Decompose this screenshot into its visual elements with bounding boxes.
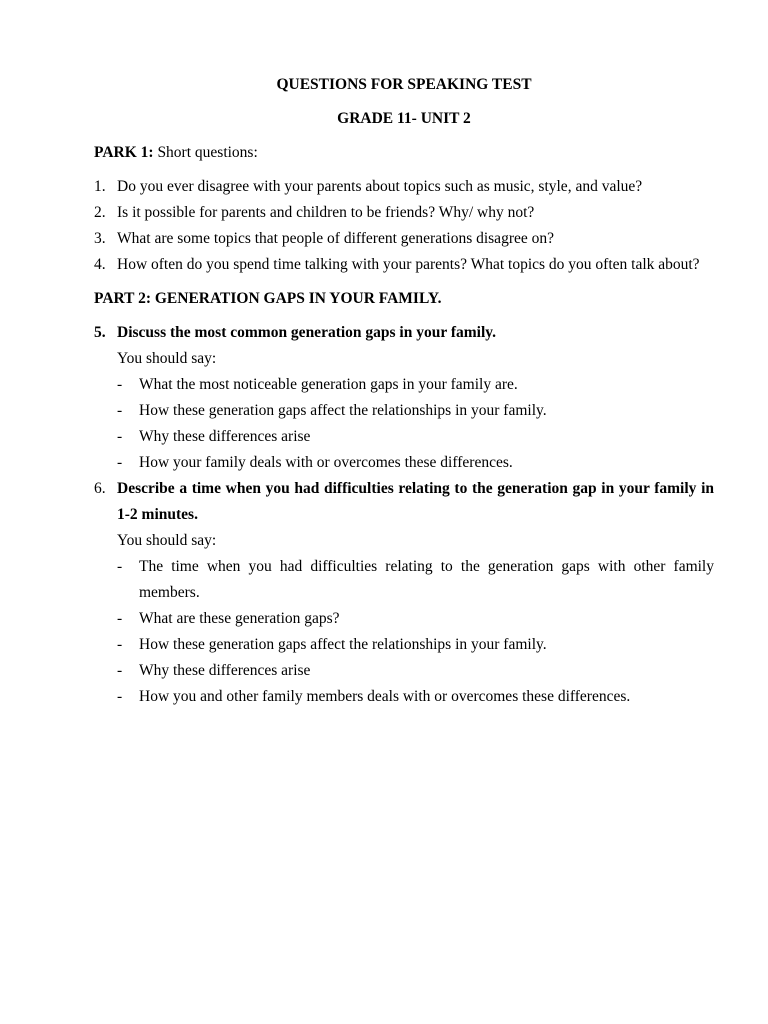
part1-heading bbox=[94, 140, 714, 166]
bullet-item bbox=[94, 606, 714, 632]
should-say-label: You should say: bbox=[117, 350, 217, 367]
question-item bbox=[94, 226, 714, 252]
part1-question-list bbox=[94, 174, 714, 278]
bullet-item bbox=[94, 372, 714, 398]
dash-marker: - bbox=[117, 428, 123, 445]
part1-label: PARK 1: bbox=[94, 144, 154, 161]
question-item bbox=[94, 200, 714, 226]
dash-marker: - bbox=[117, 454, 123, 471]
dash-marker: - bbox=[117, 662, 123, 679]
question-item bbox=[94, 252, 714, 278]
bullet-text: How you and other family members deals with or overcomes these differences. bbox=[139, 688, 631, 705]
bullet-item bbox=[94, 450, 714, 476]
question-item bbox=[94, 174, 714, 200]
question-number: 4. bbox=[94, 256, 106, 273]
question-6 bbox=[94, 476, 714, 528]
bullet-text: How these generation gaps affect the relationships in your family. bbox=[139, 636, 547, 653]
bullet-text: How these generation gaps affect the relationships in your family. bbox=[139, 402, 547, 419]
bullet-item bbox=[94, 424, 714, 450]
question-text: Is it possible for parents and children to be friends? Why/ why not? bbox=[117, 204, 535, 221]
bullet-item bbox=[94, 398, 714, 424]
question-text: Discuss the most common generation gaps in your family. bbox=[117, 324, 497, 341]
bullet-text: Why these differences arise bbox=[139, 428, 311, 445]
bullet-text: What the most noticeable generation gaps in your family are. bbox=[139, 376, 518, 393]
dash-marker: - bbox=[117, 610, 123, 627]
question-number: 6. bbox=[94, 480, 106, 497]
dash-marker: - bbox=[117, 376, 123, 393]
dash-marker: - bbox=[117, 402, 123, 419]
question-number: 5. bbox=[94, 324, 106, 341]
bullet-text: How your family deals with or overcomes these differences. bbox=[139, 454, 513, 471]
bullet-item bbox=[94, 632, 714, 658]
bullet-text: What are these generation gaps? bbox=[139, 610, 340, 627]
bullet-item bbox=[94, 684, 714, 710]
bullet-text: The time when you had difficulties relating to the generation gaps with other family members. bbox=[139, 558, 714, 601]
document-page bbox=[94, 72, 714, 710]
document-title: QUESTIONS FOR SPEAKING TEST bbox=[276, 76, 532, 93]
part2-heading: PART 2: GENERATION GAPS IN YOUR FAMILY. bbox=[94, 290, 442, 307]
dash-marker: - bbox=[117, 558, 123, 575]
question-text: How often do you spend time talking with your parents? What topics do you often talk about? bbox=[117, 256, 700, 273]
document-subtitle: GRADE 11- UNIT 2 bbox=[337, 110, 471, 127]
should-say-label: You should say: bbox=[117, 532, 217, 549]
bullet-text: Why these differences arise bbox=[139, 662, 311, 679]
question-number: 3. bbox=[94, 230, 106, 247]
question-text: Do you ever disagree with your parents about topics such as music, style, and value? bbox=[117, 178, 643, 195]
question-text: Describe a time when you had difficulties relating to the generation gap in your family in 1-2 minutes. bbox=[117, 480, 714, 523]
dash-marker: - bbox=[117, 636, 123, 653]
part1-text: Short questions: bbox=[153, 144, 258, 161]
question-5 bbox=[94, 320, 714, 346]
question-text: What are some topics that people of different generations disagree on? bbox=[117, 230, 554, 247]
bullet-item bbox=[94, 554, 714, 606]
question-number: 1. bbox=[94, 178, 106, 195]
dash-marker: - bbox=[117, 688, 123, 705]
question-number: 2. bbox=[94, 204, 106, 221]
bullet-item bbox=[94, 658, 714, 684]
